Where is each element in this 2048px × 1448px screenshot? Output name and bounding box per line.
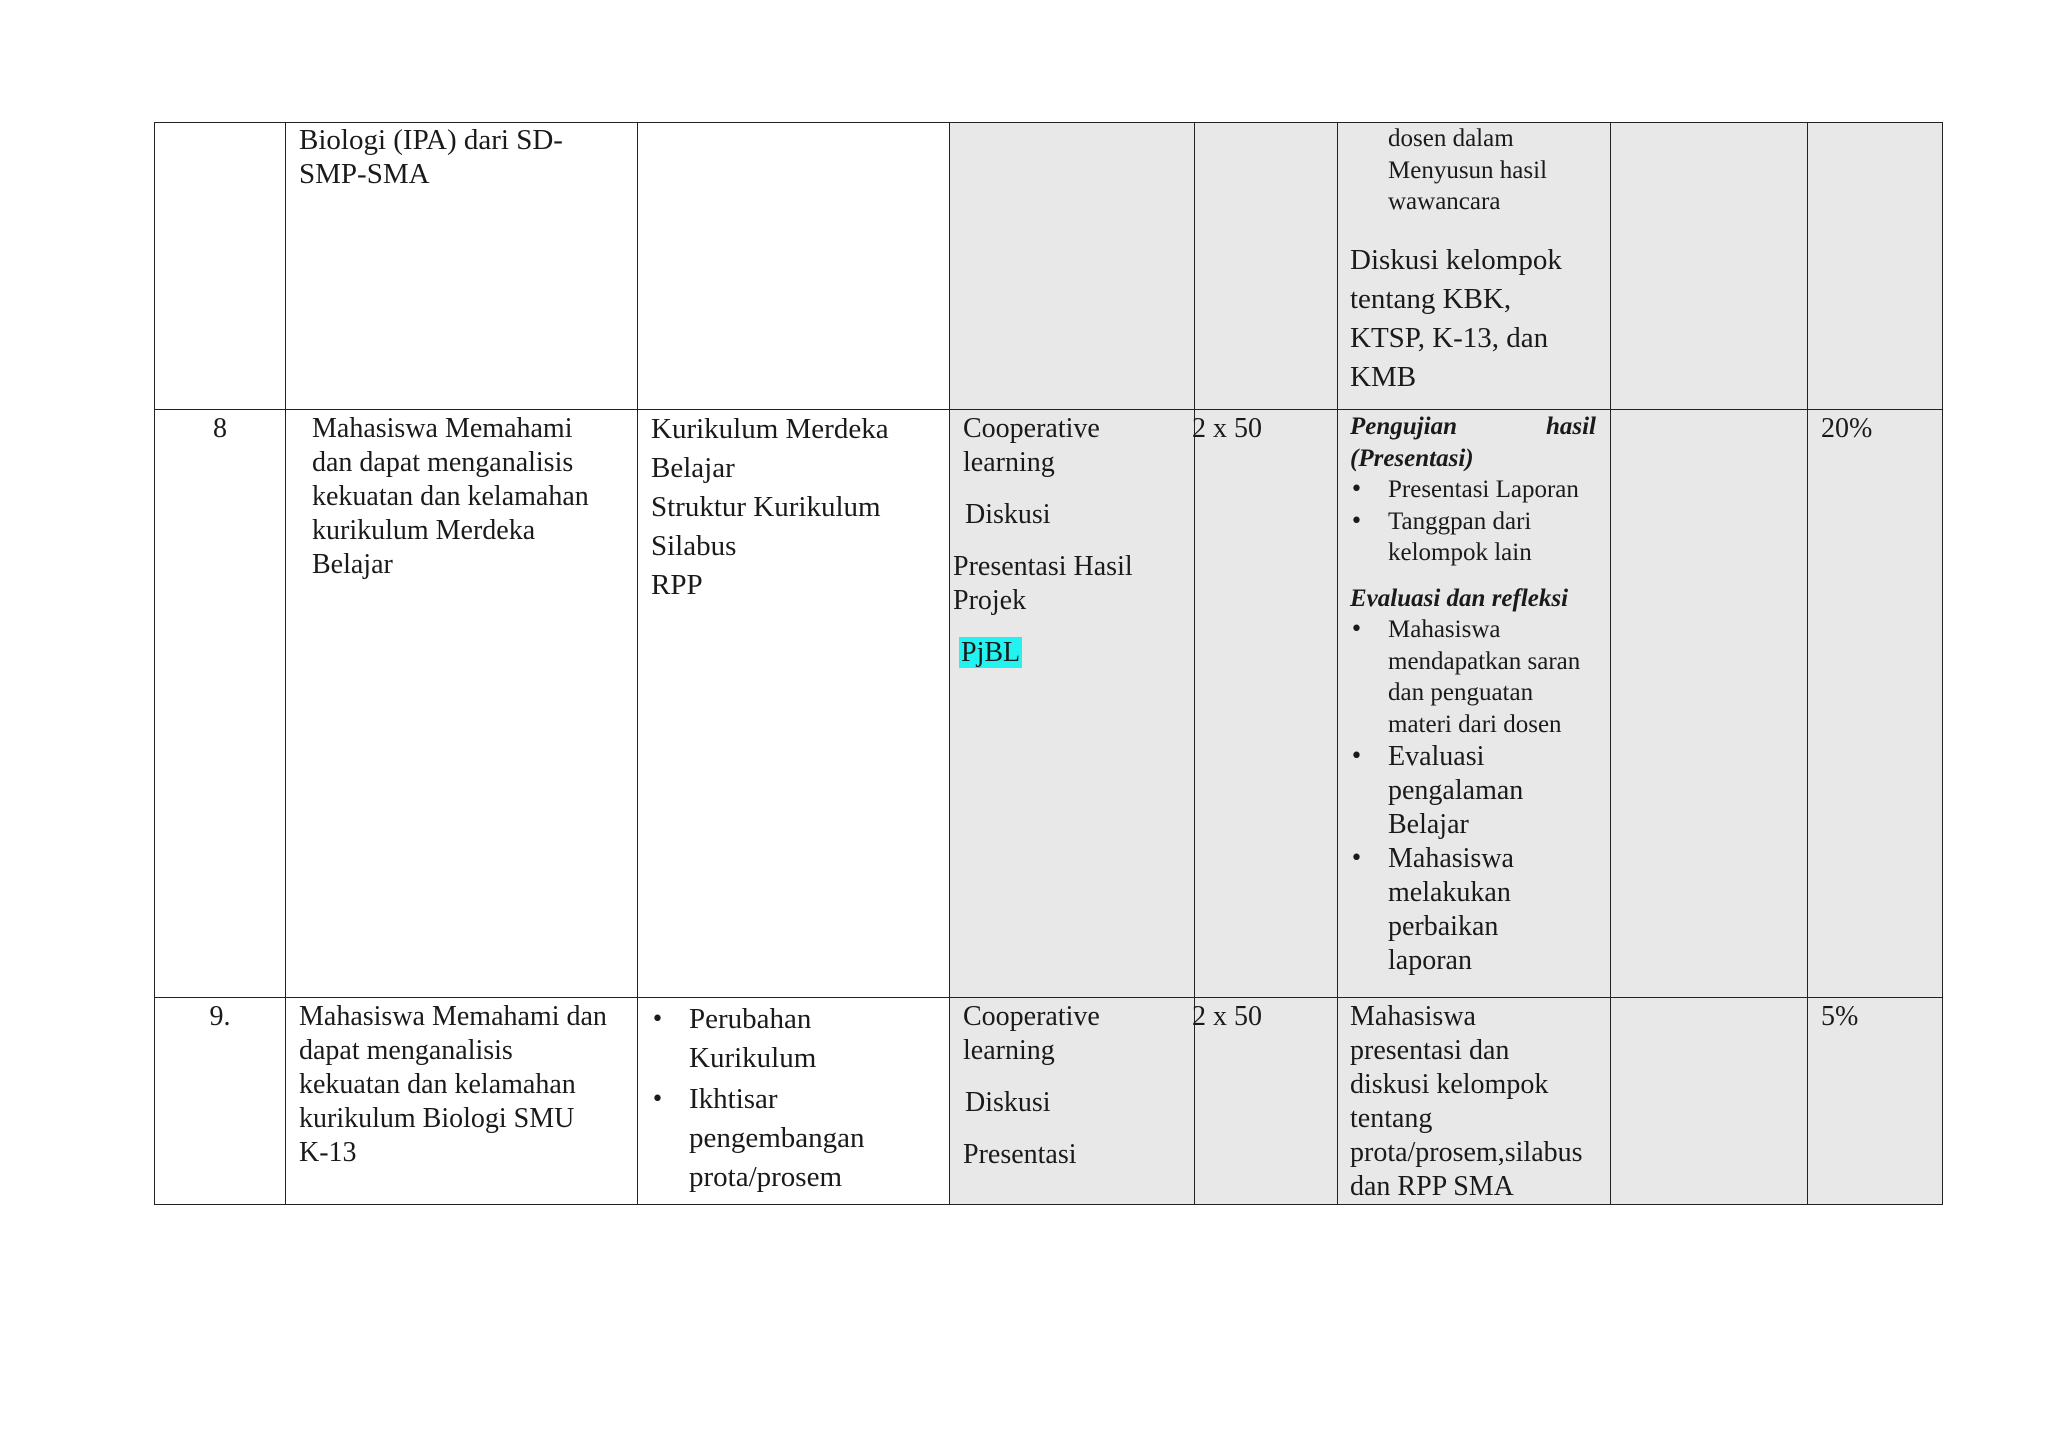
capaian-text: Mahasiswa Memahami dan dapat menganalisis kekuatan dan kelamahan kurikulum Biologi SMU K-13 (299, 1001, 607, 1168)
metode-item: Cooperative learning (963, 413, 1100, 478)
list-item: • Evaluasi pengalaman Belajar (1350, 740, 1596, 842)
pengalaman-lines: dosen dalam Menyusun hasil wawancara (1388, 125, 1548, 215)
cell-waktu (1192, 410, 1338, 998)
cell-capaian (286, 410, 638, 998)
bobot-text: 5% (1821, 1001, 1859, 1032)
list-item: • Ikhtisar pengembangan prota/prosem (651, 1080, 943, 1197)
list-item: • Tanggpan dari kelompok lain (1350, 506, 1596, 569)
metode-item: Presentasi Hasil Projek (953, 551, 1133, 616)
pengalaman-text: Mahasiswa presentasi dan diskusi kelompok tentang prota/prosem,silabus dan RPP SMA (1350, 1001, 1583, 1202)
cell-metode (950, 123, 1195, 410)
cell-pengalaman (1338, 410, 1611, 998)
cell-capaian (286, 123, 638, 410)
cell-waktu (1195, 123, 1338, 410)
materi-item: Struktur Kurikulum (651, 491, 881, 523)
cell-no: 9. (155, 998, 286, 1205)
cell-indikator (1611, 410, 1808, 998)
list-materi (651, 1000, 943, 1197)
heading-pengujian: Pengujian hasil (1350, 413, 1596, 440)
cell-no (155, 123, 286, 410)
cell-metode (950, 998, 1195, 1205)
cell-pengalaman (1338, 123, 1611, 410)
capaian-text: Biologi (IPA) dari SD- SMP-SMA (299, 124, 563, 190)
cell-bobot (1808, 123, 1943, 410)
cell-indikator (1611, 998, 1808, 1205)
capaian-text: Mahasiswa Memahami dan dapat menganalisis kekuatan dan kelamahan kurikulum Merdeka Belajar (312, 413, 589, 580)
table-row (155, 998, 1943, 1205)
cell-materi (638, 410, 950, 998)
list-item: • Presentasi Laporan (1350, 474, 1596, 506)
pengalaman-diskusi: Diskusi kelompok tentang KBK, KTSP, K-13, dan KMB (1350, 243, 1562, 393)
list-evaluasi (1350, 614, 1596, 740)
pjbl-highlight: PjBL (961, 637, 1021, 668)
materi-item: Kurikulum Merdeka Belajar (651, 413, 889, 484)
table-row (155, 123, 1943, 410)
list-evaluasi-large (1350, 740, 1596, 978)
list-item: • Perubahan Kurikulum (651, 1000, 943, 1078)
cell-materi (638, 123, 950, 410)
cell-metode (950, 410, 1195, 998)
cell-bobot (1808, 998, 1943, 1205)
list-item: • Mahasiswa melakukan perbaikan laporan (1350, 842, 1596, 978)
materi-item: Silabus (651, 530, 737, 562)
list-item: • Mahasiswa mendapatkan saran dan penguatan materi dari dosen (1350, 614, 1596, 740)
cell-materi (638, 998, 950, 1205)
metode-item: Presentasi (963, 1139, 1077, 1170)
materi-item: RPP (651, 569, 703, 601)
cell-waktu (1192, 998, 1338, 1205)
waktu-text: 2 x 50 (1192, 1001, 1262, 1032)
syllabus-table (154, 122, 1943, 1205)
table-row (155, 410, 1943, 998)
bobot-text: 20% (1821, 413, 1873, 444)
list-pengujian (1350, 474, 1596, 569)
cell-no: 8 (155, 410, 286, 998)
metode-item: Diskusi (965, 1087, 1051, 1118)
metode-item: Cooperative learning (963, 1001, 1100, 1066)
waktu-text: 2 x 50 (1192, 413, 1262, 444)
cell-capaian (286, 998, 638, 1205)
metode-pjbl (950, 636, 1188, 670)
metode-item: Diskusi (965, 499, 1051, 530)
heading-evaluasi: Evaluasi dan refleksi (1350, 584, 1569, 612)
heading-presentasi: (Presentasi) (1350, 444, 1474, 472)
cell-pengalaman (1338, 998, 1611, 1205)
cell-bobot (1808, 410, 1943, 998)
cell-indikator (1611, 123, 1808, 410)
